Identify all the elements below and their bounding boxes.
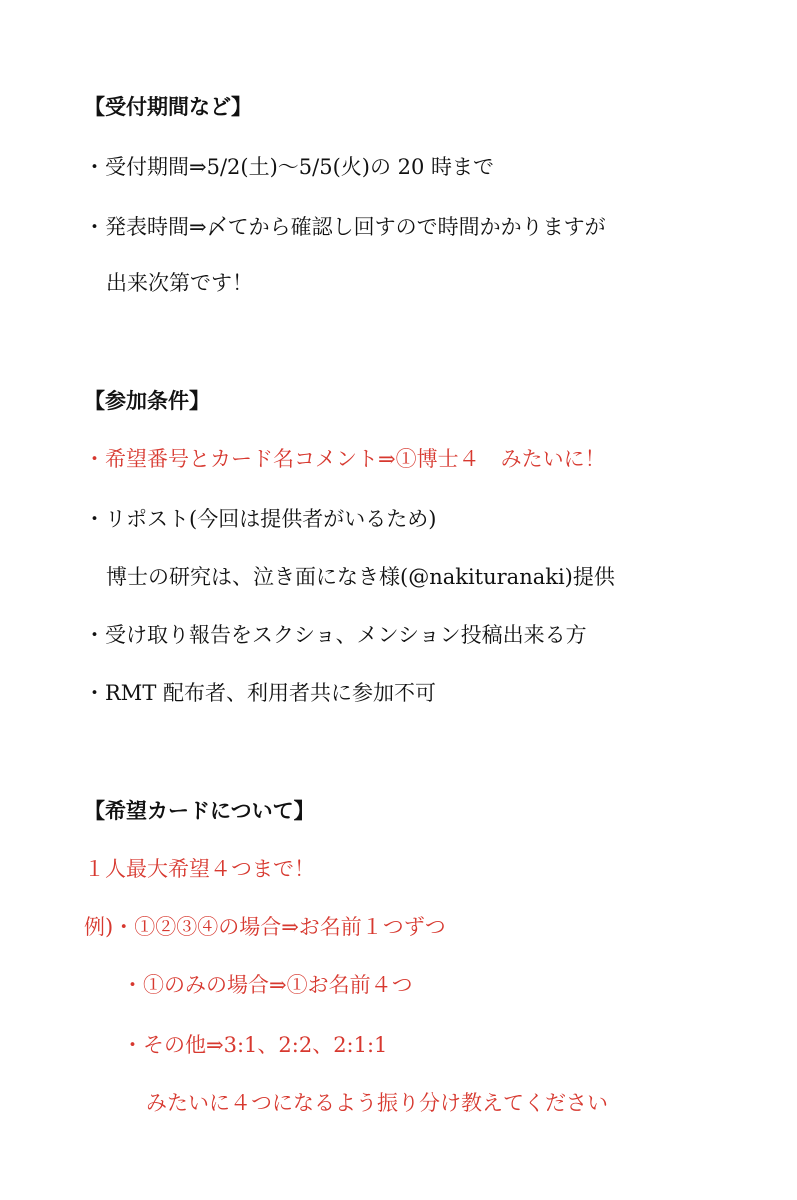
section-heading-reception: 【受付期間など】 xyxy=(84,94,252,119)
condition-comment-text: ・希望番号とカード名コメント⇒①博士４ みたいに！ xyxy=(84,447,606,471)
card-example-only-one: ・①のみの場合⇒①お名前４つ xyxy=(122,973,413,997)
announcement-time-continued: 出来次第です！ xyxy=(106,271,253,295)
announcement-time-text: ・発表時間⇒〆てから確認し回すので時間かかりますが xyxy=(84,215,606,239)
condition-provider-text: 博士の研究は、泣き面になき様(@nakituranaki)提供 xyxy=(106,565,615,589)
section-heading-conditions: 【参加条件】 xyxy=(84,388,210,413)
condition-report-text: ・受け取り報告をスクショ、メンション投稿出来る方 xyxy=(84,623,587,647)
reception-period-text: ・受付期間⇒5/2(土)〜5/5(火)の 20 時まで xyxy=(84,155,495,179)
condition-repost-text: ・リポスト(今回は提供者がいるため) xyxy=(84,507,437,531)
card-example-instruction: みたいに４つになるよう振り分け教えてください xyxy=(146,1091,608,1115)
card-example-other: ・その他⇒3:1、2:2、2:1:1 xyxy=(122,1033,388,1057)
card-example-all: 例)・①②③④の場合⇒お名前１つずつ xyxy=(84,915,446,939)
card-max-text: １人最大希望４つまで！ xyxy=(84,857,315,881)
section-heading-cards: 【希望カードについて】 xyxy=(84,798,315,823)
condition-rmt-text: ・RMT 配布者、利用者共に参加不可 xyxy=(84,681,436,705)
